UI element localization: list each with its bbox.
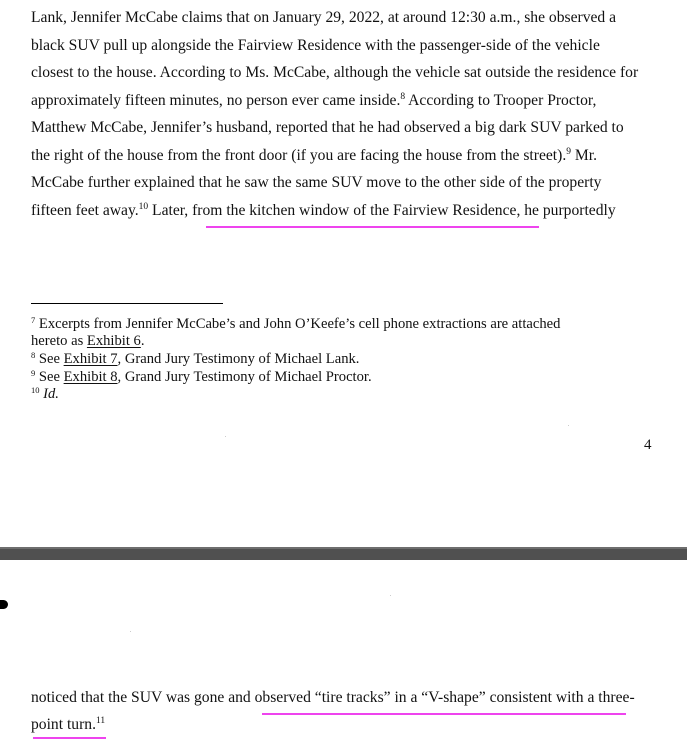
document-page-5 xyxy=(0,560,687,752)
highlight-underline xyxy=(33,737,106,739)
highlight-underline xyxy=(206,226,539,228)
footnote-8: $^8$ See Exhibit 7, Grand Jury Testimony of Michael Lank. xyxy=(31,350,360,367)
footnote-7-line-1: $^7$ Excerpts from Jennifer McCabe’s and John O’Keefe’s cell phone extractions are attached xyxy=(31,315,561,332)
footnote-7-line-2: hereto as Exhibit 6. xyxy=(31,333,145,349)
scan-blot xyxy=(0,600,8,609)
highlight-underline xyxy=(262,713,626,715)
footnote-ref-9: 9 xyxy=(566,146,571,157)
page-separator-edge xyxy=(0,547,687,549)
exhibit-8-link[interactable]: Exhibit 8 xyxy=(63,369,118,385)
exhibit-7-link[interactable]: Exhibit 7 xyxy=(63,351,118,367)
footnote-ref-8: 8 xyxy=(400,91,406,102)
body-line-7: McCabe further explained that he saw the same SUV move to the other side of the property xyxy=(31,174,602,191)
body-line-4: approximately fifteen minutes, no person ever came inside.$^8$ According to Trooper Proctor, xyxy=(31,91,597,109)
footnote-ref-11: 11 xyxy=(95,716,106,726)
body-line-8: fifteen feet away.$^{10}$ Later, from the kitchen window of the Fairview Residence, he purportedly xyxy=(31,201,616,219)
body-line-1: Lank, Jennifer McCabe claims that on January 29, 2022, at around 12:30 a.m., she observed a xyxy=(31,9,617,26)
page-number: 4 xyxy=(644,437,652,453)
footnote-separator xyxy=(31,303,223,304)
footnote-9: $^9$ See Exhibit 8, Grand Jury Testimony of Michael Proctor. xyxy=(31,368,372,385)
exhibit-6-link[interactable]: Exhibit 6 xyxy=(86,333,141,349)
scan-speck xyxy=(225,436,226,437)
footnote-10: $^{10}$ Id. xyxy=(31,385,59,402)
body-line-5: Matthew McCabe, Jennifer’s husband, reported that he had observed a big dark SUV parked to xyxy=(31,119,624,136)
footnote-ref-10: 10 xyxy=(138,201,149,212)
body-line-2: black SUV pull up alongside the Fairview Residence with the passenger-side of the vehicle xyxy=(31,36,600,54)
body-line-continued-2: point turn.$^{11}$ xyxy=(31,716,106,733)
body-line-6: the right of the house from the front door (if you are facing the house from the street).$^9$ Mr. xyxy=(31,146,597,164)
body-line-continued-1: noticed that the SUV was gone and observed “tire tracks” in a “V-shape” consistent with a three- xyxy=(31,689,635,706)
body-line-3: closest to the house. According to Ms. McCabe, although the vehicle sat outside the residence for xyxy=(31,64,639,81)
scan-speck xyxy=(390,595,391,596)
scan-speck xyxy=(130,631,131,632)
scan-speck xyxy=(568,425,569,426)
